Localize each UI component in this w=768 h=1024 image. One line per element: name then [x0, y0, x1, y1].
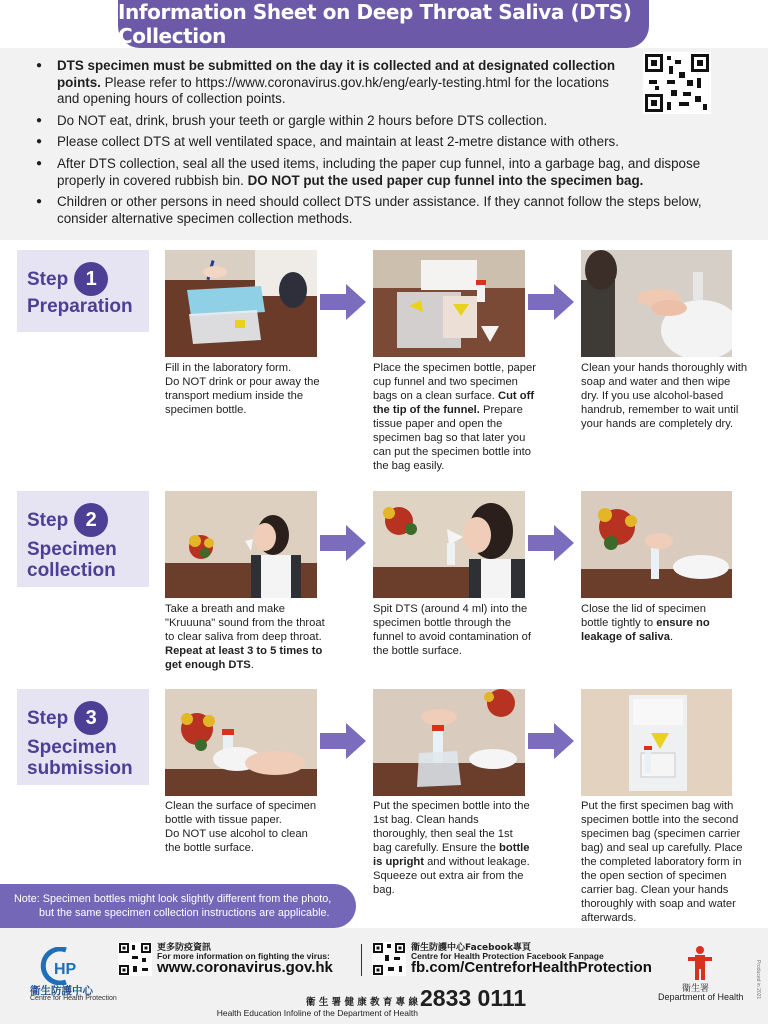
step3-caption-3: Put the first specimen bag with specimen bottle into the second specimen bag (specimen carrier bag) and seal up carefully. Place the completed laboratory form in the open section of specimen carrier bag. Clean your hands thoroughly with soap and water afterwards. [581, 800, 743, 924]
step1-caption-2: Place the specimen bottle, paper cup funnel and two specimen bags on a clean surface. Cut off the tip of the funnel. Prepare tissue paper and open the specimen bag so that later you can put the specimen bottle into the bag easily. [373, 362, 536, 472]
facebook-page-en: Centre for Health Protection Facebook Fanpage [411, 951, 604, 961]
doh-name-en: Department of Health [658, 992, 744, 1002]
arrow-right-icon [528, 523, 576, 563]
arrow-right-icon [528, 282, 576, 322]
chp-name-cn: 衞生防護中心 [30, 985, 93, 997]
photo-clear-throat [165, 491, 317, 598]
step-1-label: Step 1 Preparation [17, 250, 149, 332]
more-info-en: For more information on fighting the virus: [157, 951, 330, 961]
photo-spit-dts [373, 491, 525, 598]
list-item: ● DTS specimen must be submitted on the day it is collected and at designated collection points. Please refer to https://www.coronavirus.gov.hk/eng/early-testing.html for the locations and opening hours of collection points. [36, 58, 626, 108]
photo-bag-bottle [373, 689, 525, 796]
photo-clean-hands [581, 250, 732, 357]
step2-caption-3: Close the lid of specimen bottle tightly to ensure no leakage of saliva. [581, 603, 710, 643]
step1-caption-1: Fill in the laboratory form. Do NOT drink or pour away the transport medium inside the specimen bottle. [165, 362, 320, 416]
photo-fill-form [165, 250, 317, 357]
doh-name-cn: 衞生署 [682, 984, 710, 994]
photo-close-lid [581, 491, 732, 598]
step2-caption-2: Spit DTS (around 4 ml) into the specimen bottle through the funnel to avoid contamination of the bottle surface. [373, 603, 531, 657]
photo-items-prepared [373, 250, 525, 357]
page-title: Information Sheet on Deep Throat Saliva (DTS) Collection [118, 0, 649, 48]
divider [361, 944, 362, 976]
step3-caption-2: Put the specimen bottle into the 1st bag. Clean hands thoroughly, then seal the 1st bag carefully. Ensure the bottle is upright and without leakage. Squeeze out extra air from the bag. [373, 800, 530, 896]
list-item: ● Please collect DTS at well ventilated space, and maintain at least 2-metre distance with others. [36, 134, 746, 151]
step1-caption-3: Clean your hands thoroughly with soap and water and then wipe dry. If you use alcohol-based handrub, remember to wait until your hands are completely dry. [581, 362, 748, 430]
step-2-label: Step 2 Specimen collection [17, 491, 149, 587]
step-3-label: Step 3 Specimen submission [17, 689, 149, 785]
arrow-right-icon [320, 282, 368, 322]
step2-caption-1: Take a breath and make "Kruuuna" sound from the throat to clear saliva from deep throat. Repeat at least 3 to 5 times to get enough DTS. [165, 603, 325, 671]
hotline-label: 衞 生 署 健 康 教 育 專 線 Health Education Infoline of the Department of Health [216, 997, 418, 1018]
more-info-cn: 更多防疫資訊 [157, 943, 212, 953]
facebook-link[interactable]: fb.com/CentreforHealthProtection [411, 959, 652, 976]
arrow-right-icon [320, 523, 368, 563]
hotline-number: 2833 0111 [420, 985, 527, 1011]
arrow-right-icon [528, 721, 576, 761]
list-item: ● Children or other persons in need should collect DTS under assistance. If they cannot follow the steps below, consider alternative specimen collection methods. [36, 194, 746, 227]
department-of-health-logo-icon [686, 945, 714, 981]
instruction-list [36, 58, 746, 232]
print-info: Produced in 2021 [755, 960, 761, 1000]
svg-text:HP: HP [54, 961, 77, 978]
facebook-page-cn: 衞生防護中心Facebook專頁 [411, 943, 531, 953]
photo-specimen-carrier-bag [581, 689, 732, 796]
list-item: ● After DTS collection, seal all the used items, including the paper cup funnel, into a garbage bag, and dispose properly in covered rubbish bin. DO NOT put the used paper cup funnel into the specimen bag. [36, 156, 746, 189]
photo-clean-bottle [165, 689, 317, 796]
arrow-right-icon [320, 721, 368, 761]
list-item: ● Do NOT eat, drink, brush your teeth or gargle within 2 hours before DTS collection. [36, 113, 746, 130]
website-link[interactable]: www.coronavirus.gov.hk [157, 959, 333, 976]
chp-logo-icon [38, 947, 84, 985]
qr-code-icon [118, 942, 152, 976]
step3-caption-1: Clean the surface of specimen bottle with tissue paper. Do NOT use alcohol to clean the bottle surface. [165, 800, 317, 854]
qr-code-icon [372, 942, 406, 976]
chp-name-en: Centre for Health Protection [30, 995, 117, 1002]
note-banner: Note: Specimen bottles might look slightly different from the photo, but the same specimen collection instructions are applicable. [0, 884, 356, 928]
